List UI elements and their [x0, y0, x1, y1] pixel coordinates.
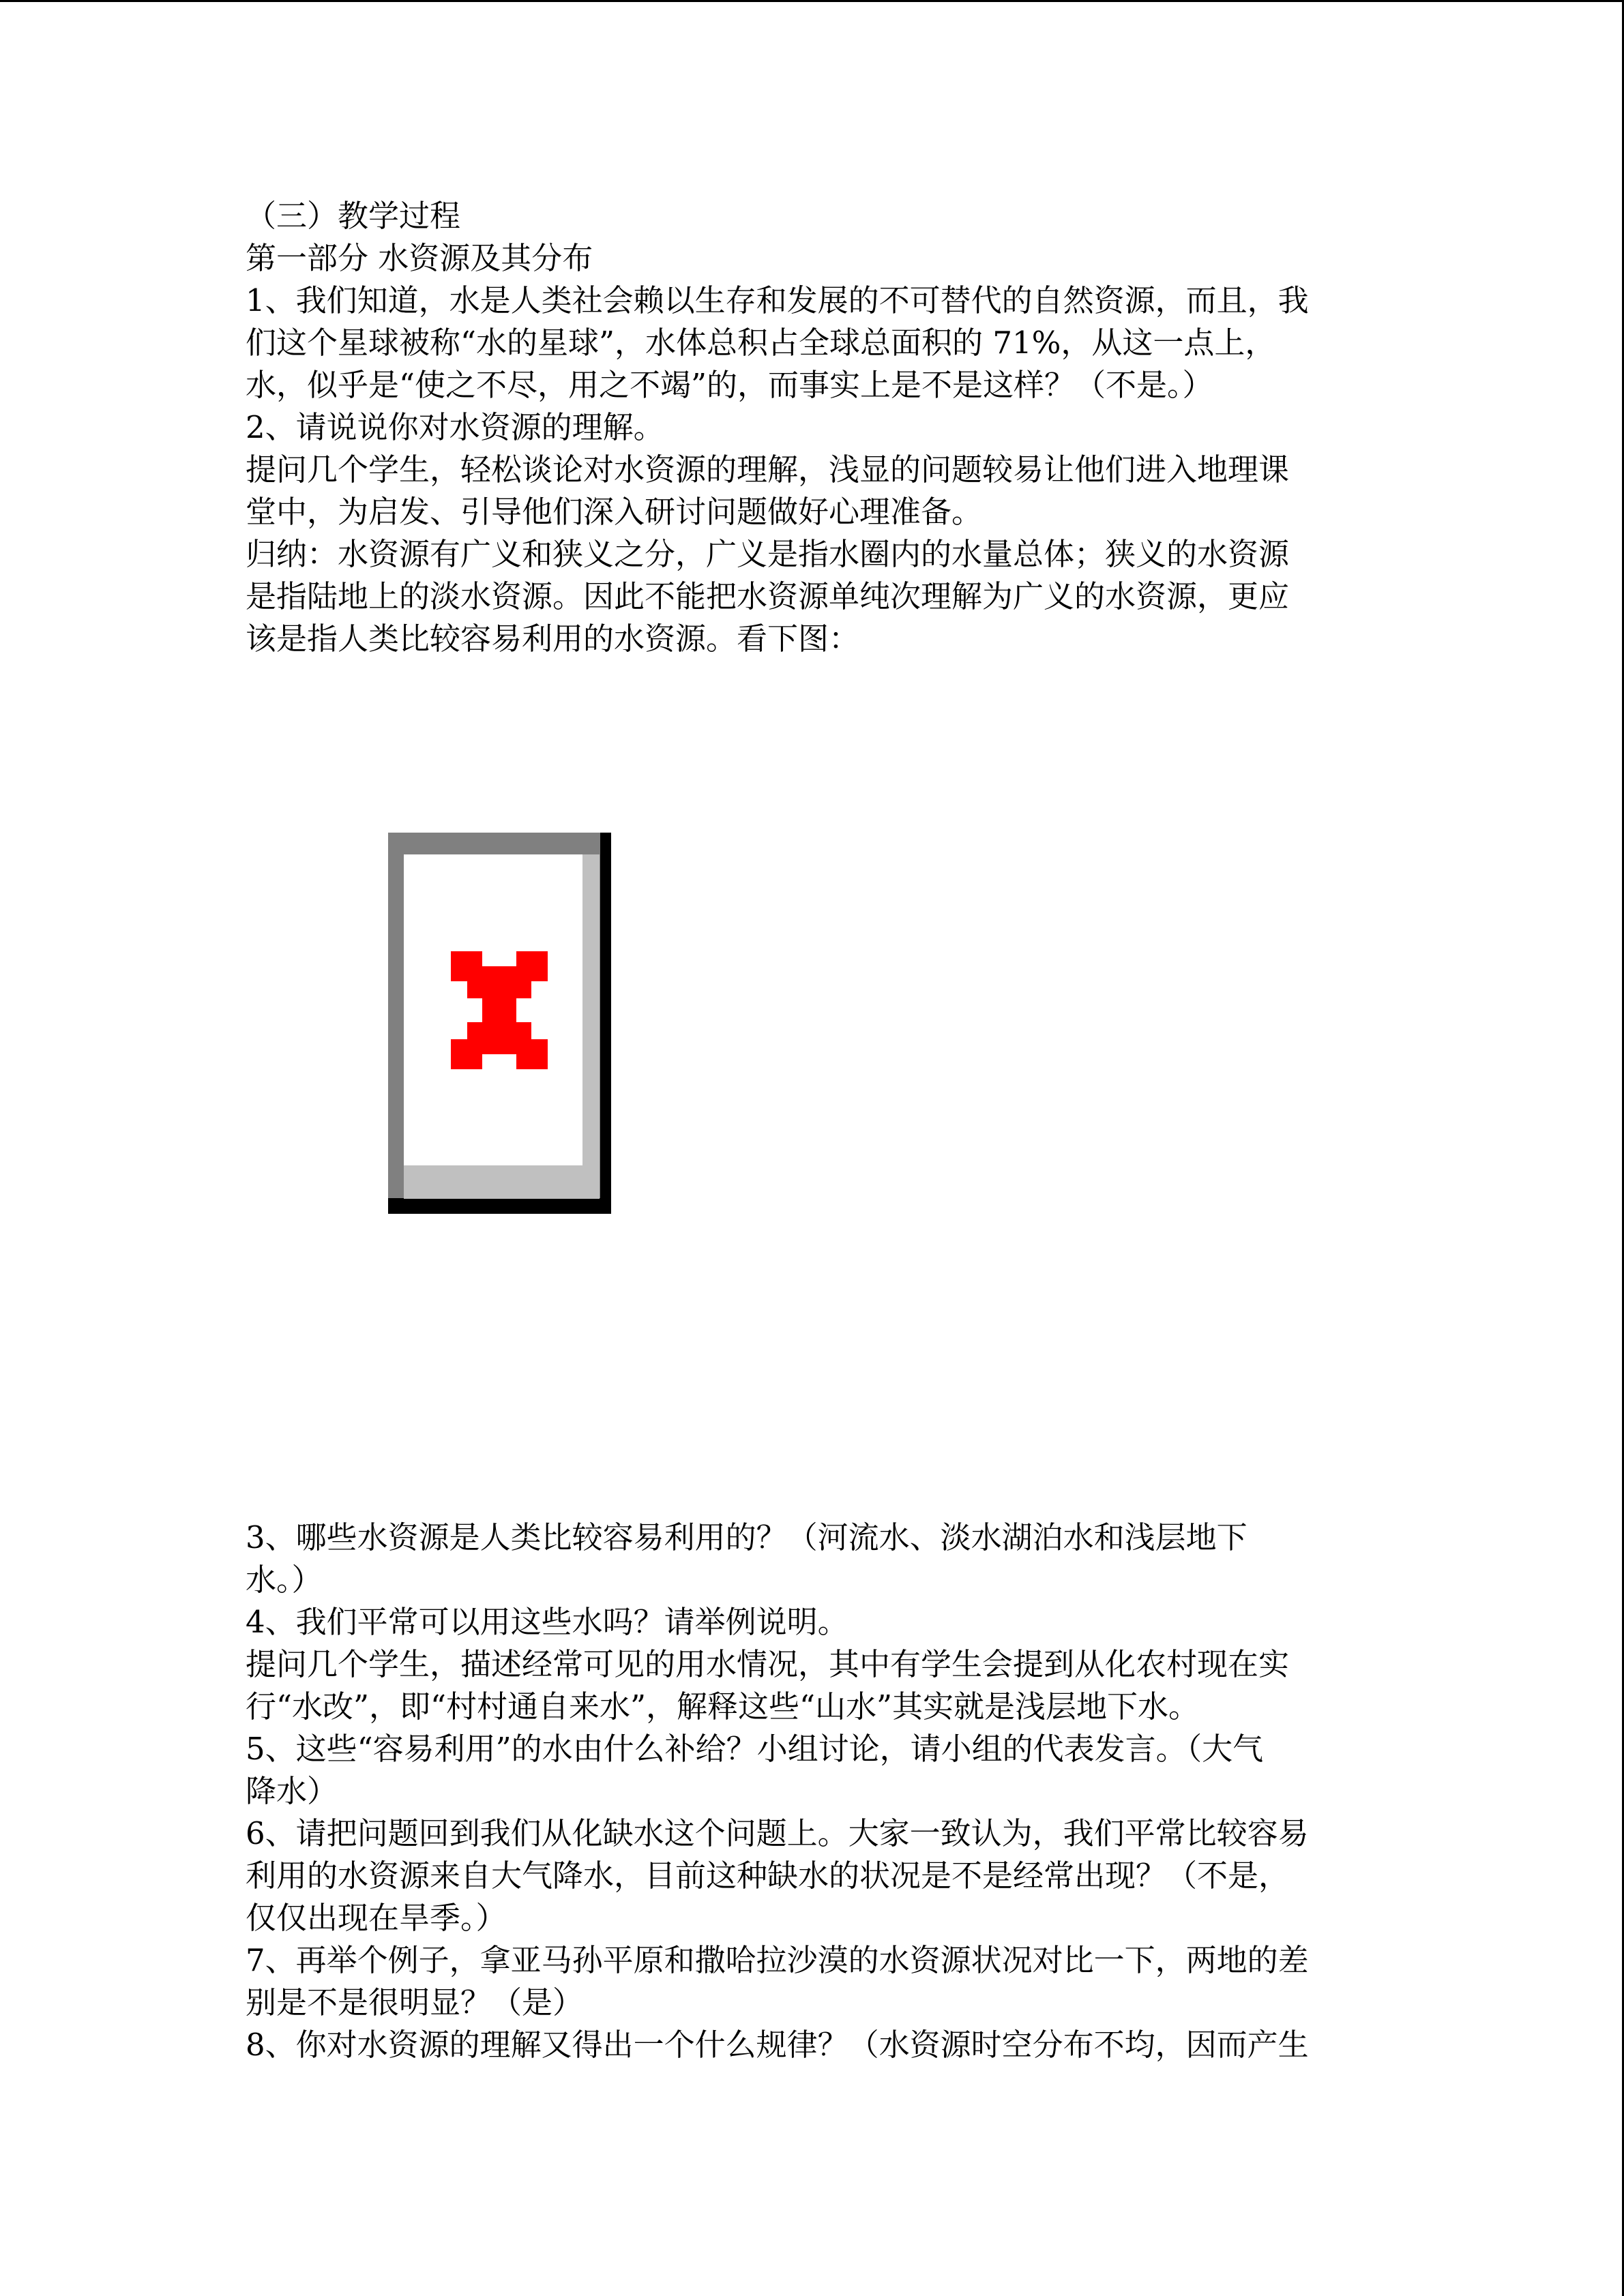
paragraph-line: 8、你对水资源的理解又得出一个什么规律？（水资源时空分布不均，因而产生 [246, 2027, 1309, 2063]
paragraph-line: 3、哪些水资源是人类比较容易利用的？（河流水、淡水湖泊水和浅层地下 [246, 1519, 1247, 1555]
paragraph-line: 2、请说说你对水资源的理解。 [246, 409, 664, 445]
paragraph-line: 4、我们平常可以用这些水吗？请举例说明。 [246, 1604, 848, 1640]
paragraph-line: 水。） [246, 1562, 323, 1598]
paragraph-line: 堂中，为启发、引导他们深入研讨问题做好心理准备。 [246, 494, 983, 530]
paragraph-line: 别是不是很明显？（是） [246, 1984, 584, 2021]
broken-image-icon [451, 951, 548, 1069]
paragraph-line: 该是指人类比较容易利用的水资源。看下图： [246, 621, 860, 657]
paragraph-line: 是指陆地上的淡水资源。因此不能把水资源单纯次理解为广义的水资源，更应 [246, 578, 1290, 614]
part-heading: 第一部分 水资源及其分布 [246, 240, 593, 276]
paragraph-line: 提问几个学生，轻松谈论对水资源的理解，浅显的问题较易让他们进入地理课 [246, 451, 1290, 488]
paragraph-line: 归纳：水资源有广义和狭义之分，广义是指水圈内的水量总体；狭义的水资源 [246, 536, 1290, 572]
paragraph-line: 们这个星球被称“水的星球”，水体总积占全球总面积的 71%，从这一点上， [246, 325, 1276, 361]
paragraph-line: 提问几个学生，描述经常可见的用水情况，其中有学生会提到从化农村现在实 [246, 1646, 1290, 1682]
text-block-top [246, 195, 1378, 660]
page-top-border [0, 0, 1624, 2]
text-block-bottom [246, 1517, 1378, 2066]
paragraph-line: 仅仅出现在旱季。） [246, 1900, 507, 1936]
paragraph-line: 1、我们知道，水是人类社会赖以生存和发展的不可替代的自然资源，而且，我 [246, 282, 1309, 318]
paragraph-line: 6、请把问题回到我们从化缺水这个问题上。大家一致认为，我们平常比较容易 [246, 1815, 1309, 1851]
paragraph-line: 5、这些“容易利用”的水由什么补给？小组讨论，请小组的代表发言。（大气 [246, 1731, 1264, 1767]
paragraph-line: 利用的水资源来自大气降水，目前这种缺水的状况是不是经常出现？（不是， [246, 1858, 1290, 1894]
broken-image-placeholder [388, 833, 611, 1214]
paragraph-line: 水，似乎是“使之不尽，用之不竭”的，而事实上是不是这样？（不是。） [246, 367, 1213, 403]
paragraph-line: 降水） [246, 1773, 338, 1809]
paragraph-line: 行“水改”，即“村村通自来水”，解释这些“山水”其实就是浅层地下水。 [246, 1688, 1200, 1725]
paragraph-line: 7、再举个例子，拿亚马孙平原和撒哈拉沙漠的水资源状况对比一下，两地的差 [246, 1942, 1309, 1978]
section-heading: （三）教学过程 [246, 198, 461, 234]
